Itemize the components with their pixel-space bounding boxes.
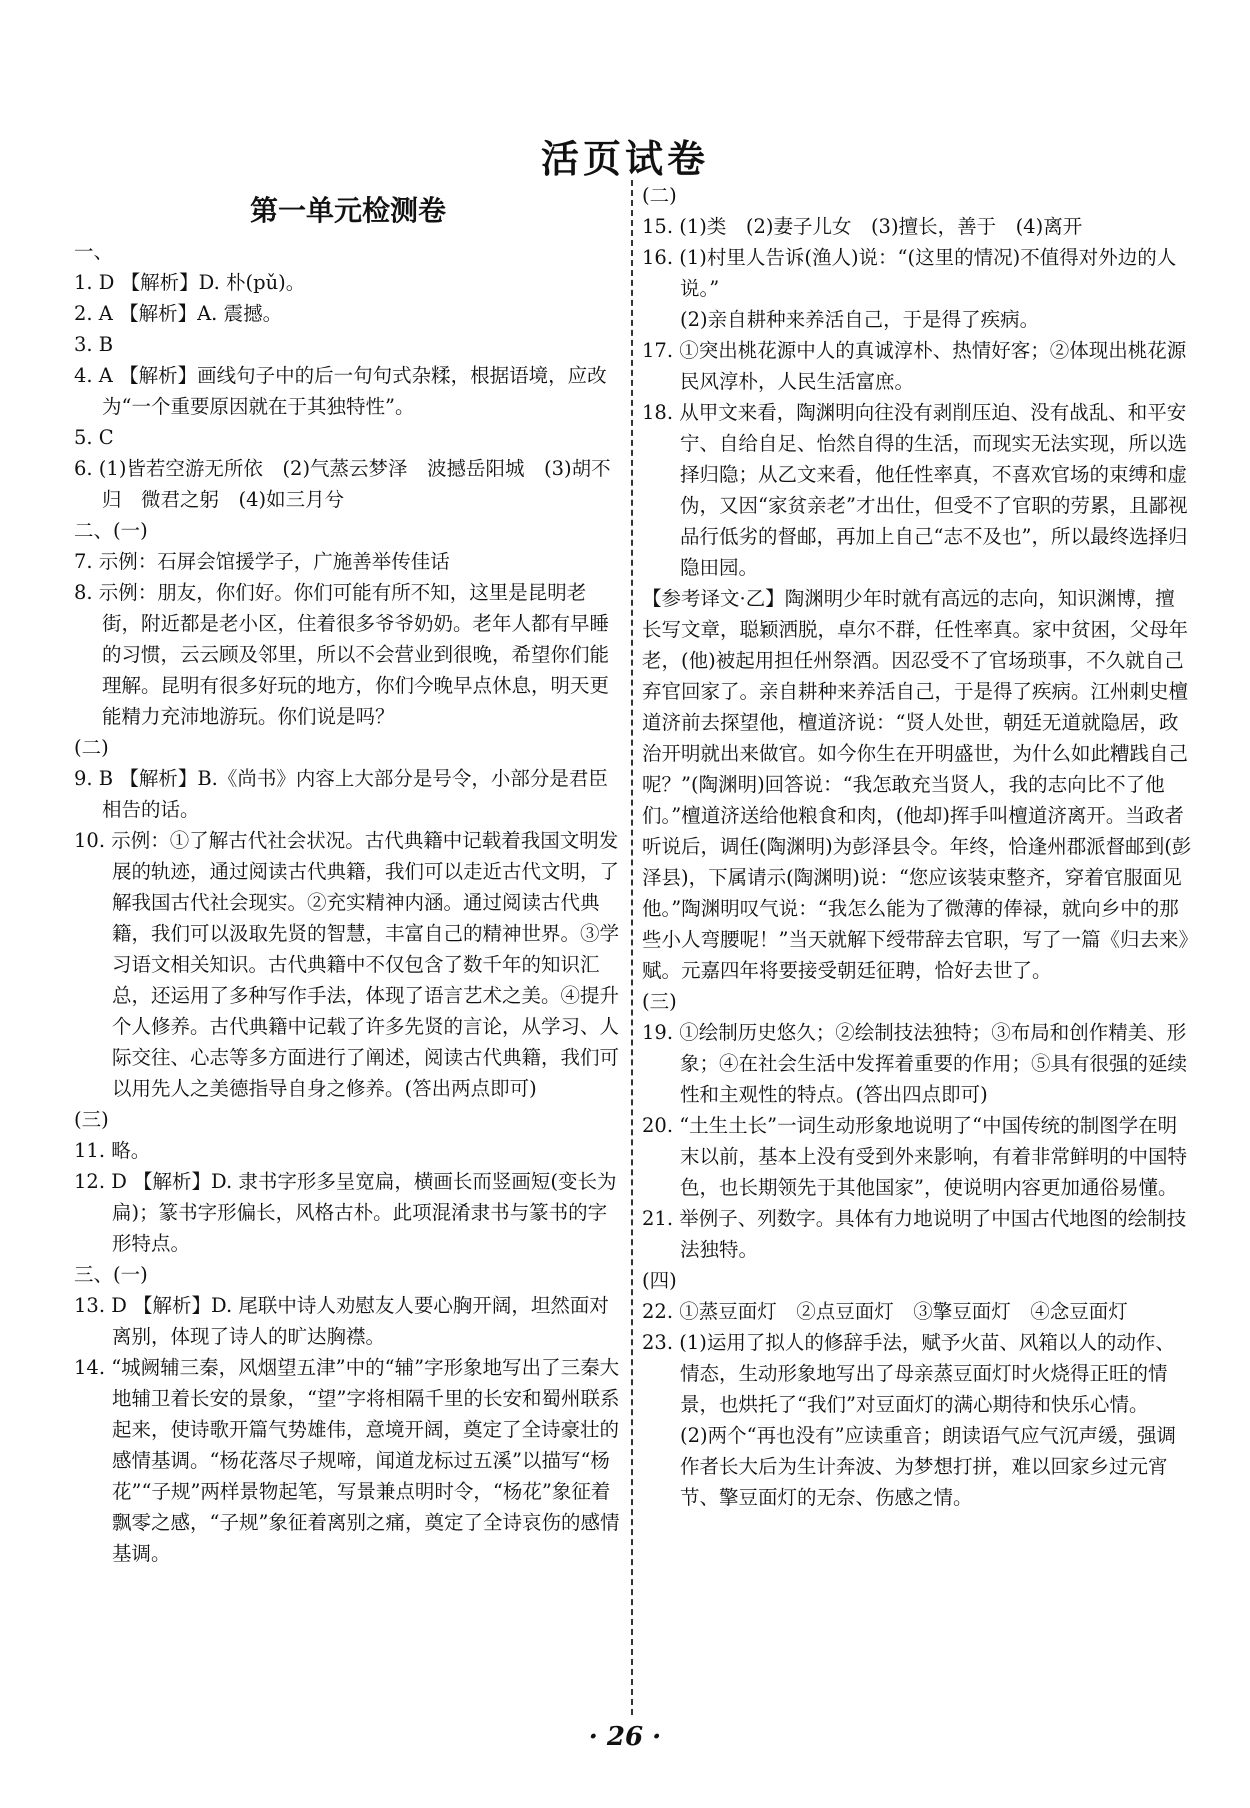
answer-item: 12. D 【解析】D. 隶书字形多呈宽扁，横画长而竖画短(变长为扁)；篆书字形偏长，风格古朴。此项混淆隶书与篆书的字形特点。 [74,1170,617,1255]
answer-item: 13. D 【解析】D. 尾联中诗人劝慰友人要心胸开阔，坦然面对离别，体现了诗人的旷达胸襟。 [74,1294,609,1348]
section-heading: (四) [642,1269,677,1292]
answer-item: 19. ①绘制历史悠久；②绘制技法独特；③布局和创作精美、形象；④在社会生活中发挥着重要的作用；⑤具有很强的延续性和主观性的特点。(答出四点即可) [642,1021,1188,1106]
answer-item: 20. “土生土长”一词生动形象地说明了“中国传统的制图学在明末以前，基本上没有受到外来影响，有着非常鲜明的中国特色，也长期领先于其他国家”，使说明内容更加通俗易懂。 [642,1114,1188,1199]
answer-item: 9. B 【解析】B.《尚书》内容上大部分是号令，小部分是君臣相告的话。 [74,767,608,821]
section-heading: (二) [74,736,109,759]
answer-item: 4. A 【解析】画线句子中的后一句句式杂糅，根据语境，应改为“一个重要原因就在于其独特性”。 [74,364,607,418]
answer-item: 16. (1)村里人告诉(渔人)说：“(这里的情况)不值得对外边的人说。” [642,246,1177,300]
answer-item: (2)亲自耕种来养活自己，于是得了疾病。 [680,308,1040,331]
answer-item: 8. 示例：朋友，你们好。你们可能有所不知，这里是昆明老街，附近都是老小区，住着很多爷爷奶奶。老年人都有早睡的习惯，云云顾及邻里，所以不会营业到很晚，希望你们能理解。昆明有很多好玩的地方，你们今晚早点休息，明天更能精力充沛地游玩。你们说是吗？ [74,581,610,728]
answer-item: 23. (1)运用了拟人的修辞手法，赋予火苗、风箱以人的动作、情态，生动形象地写出了母亲蒸豆面灯时火烧得正旺的情景，也烘托了“我们”对豆面灯的满心期待和快乐心情。 [642,1331,1175,1416]
unit-title: 第一单元检测卷 [249,194,446,227]
answer-item: 21. 举例子、列数字。具体有力地说明了中国古代地图的绘制技法独特。 [642,1207,1187,1261]
answer-item: 17. ①突出桃花源中人的真诚淳朴、热情好客；②体现出桃花源民风淳朴，人民生活富庶。 [642,339,1187,393]
section-heading: (三) [74,1108,109,1131]
answer-item: 11. 略。 [74,1139,151,1162]
section-heading: 三、(一) [74,1263,148,1286]
left-entries [74,236,622,1569]
answer-item: 7. 示例：石屏会馆援学子，广施善举传佳话 [74,550,450,573]
answer-item: 3. B [74,333,114,356]
section-heading: 二、(一) [74,519,148,542]
answer-item: 15. (1)类 (2)妻子儿女 (3)擅长，善于 (4)离开 [642,215,1083,238]
answer-item: 10. 示例：①了解古代社会状况。古代典籍中记载着我国文明发展的轨迹，通过阅读古代典籍，我们可以走近古代文明，了解我国古代社会现实。②充实精神内涵。通过阅读古代典籍，我们可以汲取先贤的智慧，丰富自己的精神世界。③学习语文相关知识。古代典籍中不仅包含了数千年的知识汇总，还运用了多种写作手法，体现了语言艺术之美。④提升个人修养。古代典籍中记载了许多先贤的言论，从学习、人际交往、心志等多方面进行了阐述，阅读古代典籍，我们可以用先人之美德指导自身之修养。(答出两点即可) [74,829,620,1100]
section-heading: (二) [642,184,677,207]
column-divider [631,180,633,1715]
answer-item: 6. (1)皆若空游无所依 (2)气蒸云梦泽 波撼岳阳城 (3)胡不归 微君之躬 (4)如三月兮 [74,457,611,511]
answer-item: 22. ①蒸豆面灯 ②点豆面灯 ③擎豆面灯 ④念豆面灯 [642,1300,1128,1323]
section-heading: (三) [642,990,677,1013]
answer-item: (2)两个“再也没有”应读重音；朗读语气应气沉声缓，强调作者长大后为生计奔波、为梦想打拼，难以回家乡过元宵节、擎豆面灯的无奈、伤感之情。 [680,1424,1177,1509]
answer-item: 2. A 【解析】A. 震撼。 [74,302,283,325]
answer-item: 14. “城阙辅三秦，风烟望五津”中的“辅”字形象地写出了三秦大地辅卫着长安的景象，“望”字将相隔千里的长安和蜀州联系起来，使诗歌开篇气势雄伟，意境开阔，奠定了全诗豪壮的感情基调。“杨花落尽子规啼，闻道龙标过五溪”以描写“杨花”“子规”两样景物起笔，写景兼点明时令，“杨花”象征着飘零之感，“子规”象征着离别之痛，奠定了全诗哀伤的感情基调。 [74,1356,620,1565]
right-entries [642,180,1192,1513]
answer-item: 【参考译文·乙】陶渊明少年时就有高远的志向，知识渊博，擅长写文章，聪颖洒脱，卓尔不群，任性率真。家中贫困，父母年老，(他)被起用担任州祭酒。因忍受不了官场琐事，不久就自己弃官回家了。亲自耕种来养活自己，于是得了疾病。江州刺史檀道济前去探望他，檀道济说：“贤人处世，朝廷无道就隐居，政治开明就出来做官。如今你生在开明盛世，为什么如此糟践自己呢？”(陶渊明)回答说：“我怎敢充当贤人，我的志向比不了他们。”檀道济送给他粮食和肉，(他却)挥手叫檀道济离开。当政者听说后，调任(陶渊明)为彭泽县令。年终，恰逢州郡派督邮到(彭泽县)，下属请示(陶渊明)说：“您应该装束整齐，穿着官服面见他。”陶渊明叹气说：“我怎么能为了微薄的俸禄，就向乡中的那些小人弯腰呢！”当天就解下绶带辞去官职，写了一篇《归去来》赋。元嘉四年将要接受朝廷征聘，恰好去世了。 [642,587,1192,982]
answer-item: 5. C [74,426,114,449]
page-title: 活页试卷 [540,137,709,181]
section-heading: 一、 [74,240,114,263]
right-column [642,180,1192,1513]
left-column [74,180,622,1569]
answer-item: 18. 从甲文来看，陶渊明向往没有剥削压迫、没有战乱、和平安宁、自给自足、怡然自得的生活，而现实无法实现，所以选择归隐；从乙文来看，他任性率真，不喜欢官场的束缚和虚伪，又因“家贫亲老”才出仕，但受不了官职的劳累，且鄙视品行低劣的督邮，再加上自己“志不及也”，所以最终选择归隐田园。 [642,401,1188,579]
page-number: · 26 · [588,1722,662,1752]
answer-item: 1. D 【解析】D. 朴(pǔ)。 [74,271,306,294]
